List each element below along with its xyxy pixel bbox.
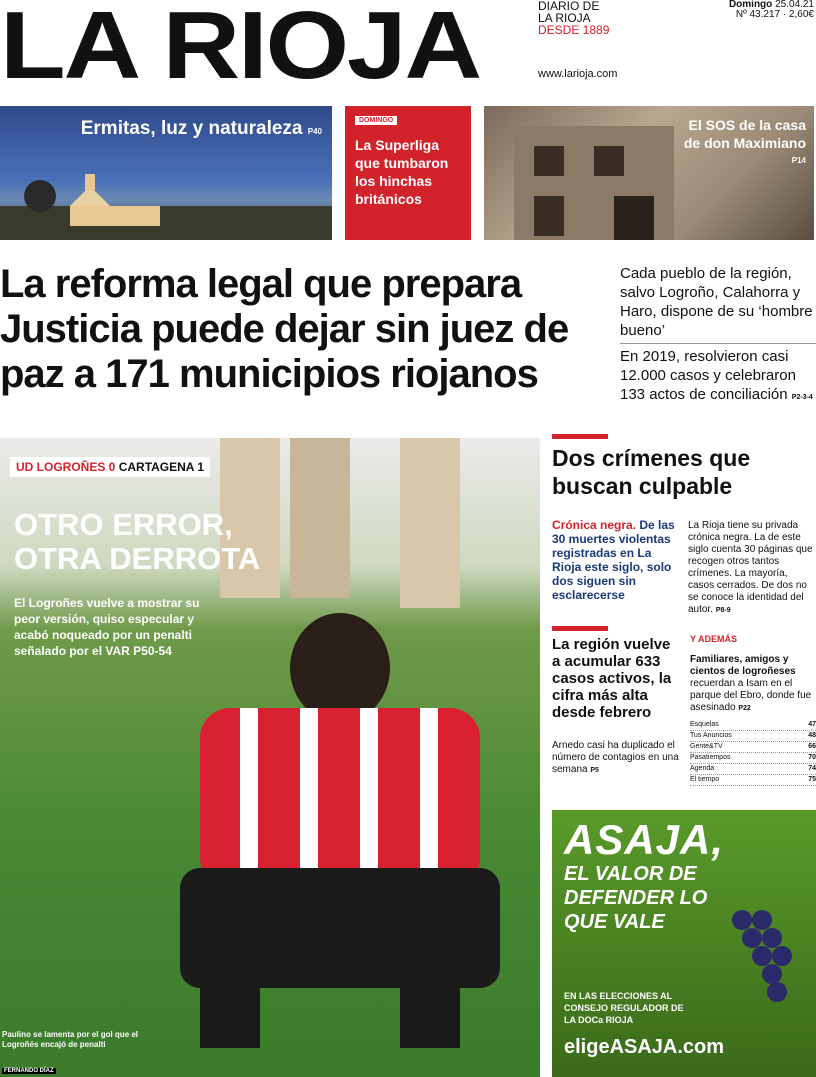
sport-deck: El Logroñes vuelve a mostrar su peor versión, quiso especular y acabó noqueado por un penalti señalado por el VAR P50-54 [14, 596, 200, 658]
teaser-maximiano[interactable] [484, 106, 814, 240]
yademas-block[interactable] [690, 654, 816, 715]
crimes-kicker [552, 518, 680, 602]
side-text-2: En 2019, resolvieron casi 12.000 casos y celebraron 133 actos de conciliación P2-3-4 [620, 348, 813, 403]
ermita-photo [0, 166, 332, 240]
yademas-label: Y ADEMÁS [690, 634, 738, 644]
masthead-line1: DIARIO DE [538, 0, 600, 13]
index-row[interactable]: Gente&TV 66 [690, 742, 816, 753]
crimes-headline[interactable]: Dos crímenes que buscan culpable [552, 445, 751, 499]
masthead-since: DESDE 1889 [538, 23, 610, 37]
masthead-meta [538, 0, 609, 36]
masthead-date [729, 0, 814, 20]
match-score [10, 457, 210, 477]
date: 25.04.21 [775, 0, 814, 10]
masthead-url[interactable]: www.larioja.com [538, 68, 618, 80]
teaser-superliga-text: La Superliga que tumbaron los hinchas británicos [355, 137, 449, 207]
teaser-ermitas[interactable] [0, 106, 332, 240]
side-text-1: Cada pueblo de la región, salvo Logroño, Calahorra y Haro, dispone de su ‘hombre bueno’ [620, 265, 813, 339]
teaser-superliga-tag: DOMINGO [355, 116, 397, 125]
team1: UD LOGROÑES 0 [16, 460, 116, 474]
index-row[interactable]: Tus Anuncios 48 [690, 731, 816, 742]
ad-small: EN LAS ELECCIONES AL CONSEJO REGULADOR DE LA DOCa RIOJA [564, 991, 684, 1025]
divider [620, 343, 816, 344]
covid-headline[interactable]: La región vuelve a acumular 633 casos activos, la cifra más alta desde febrero [552, 636, 672, 721]
teaser-maximiano-title: El SOS de la casa de don Maximiano P14 [683, 117, 806, 165]
index-list [690, 720, 816, 786]
photo-credit: FERNANDO DÍAZ [4, 1068, 54, 1074]
ad-slogan: EL VALOR DE DEFENDER LO QUE VALE [564, 863, 708, 933]
teaser-superliga[interactable] [345, 106, 471, 240]
ad-url[interactable]: eligeASAJA.com [564, 1036, 725, 1058]
index-row[interactable]: Esquelas 47 [690, 720, 816, 731]
yademas-text: recuerdan a Isam en el parque del Ebro, donde fue asesinado [690, 678, 812, 713]
index-row[interactable]: Agenda 74 [690, 764, 816, 775]
ad-brand: ASAJA, [564, 816, 725, 863]
index-row[interactable]: El tiempo 75 [690, 775, 816, 786]
section-bar [552, 434, 608, 439]
issue: Nº 43.217 · 2,60€ [735, 9, 814, 20]
house-photo [504, 116, 684, 240]
sport-headline[interactable]: OTRO ERROR, OTRA DERROTA [14, 507, 261, 576]
index-row[interactable]: Pasatiempos 70 [690, 753, 816, 764]
covid-text: Arnedo casi ha duplicado el número de contagios en una semana P5 [552, 740, 679, 775]
teaser-ermitas-title: Ermitas, luz y naturaleza P40 [80, 118, 322, 139]
section-bar [552, 626, 608, 631]
day: Domingo [728, 0, 773, 10]
kicker-text: De las 30 muertes violentas registradas en La Rioja este siglo, solo dos siguen sin esclarecerse [552, 518, 675, 602]
asaja-ad[interactable] [552, 810, 816, 1077]
photo-caption: Paulino se lamenta por el gol que el Logroñés encajó de penalti [2, 1030, 139, 1049]
yademas-head: Familiares, amigos y cientos de logroñeses [690, 654, 796, 677]
main-headline[interactable]: La reforma legal que prepara Justicia puede dejar sin juez de paz a 171 municipios riojanos [0, 262, 569, 396]
team2: CARTAGENA 1 [118, 460, 205, 474]
headline-side [620, 264, 816, 407]
masthead-title: LA RIOJA [0, 0, 480, 99]
yademas-page: P22 [738, 705, 751, 712]
masthead-line2: LA RIOJA [538, 11, 591, 25]
kicker-label: Crónica negra. [552, 518, 637, 532]
crimes-text: La Rioja tiene su privada crónica negra. La de este siglo cuenta 30 páginas que recogen otros tantos crímenes. La mayoría, casos cerrados. De dos no se conoce la identidad del autor. P8-9 [688, 520, 813, 615]
